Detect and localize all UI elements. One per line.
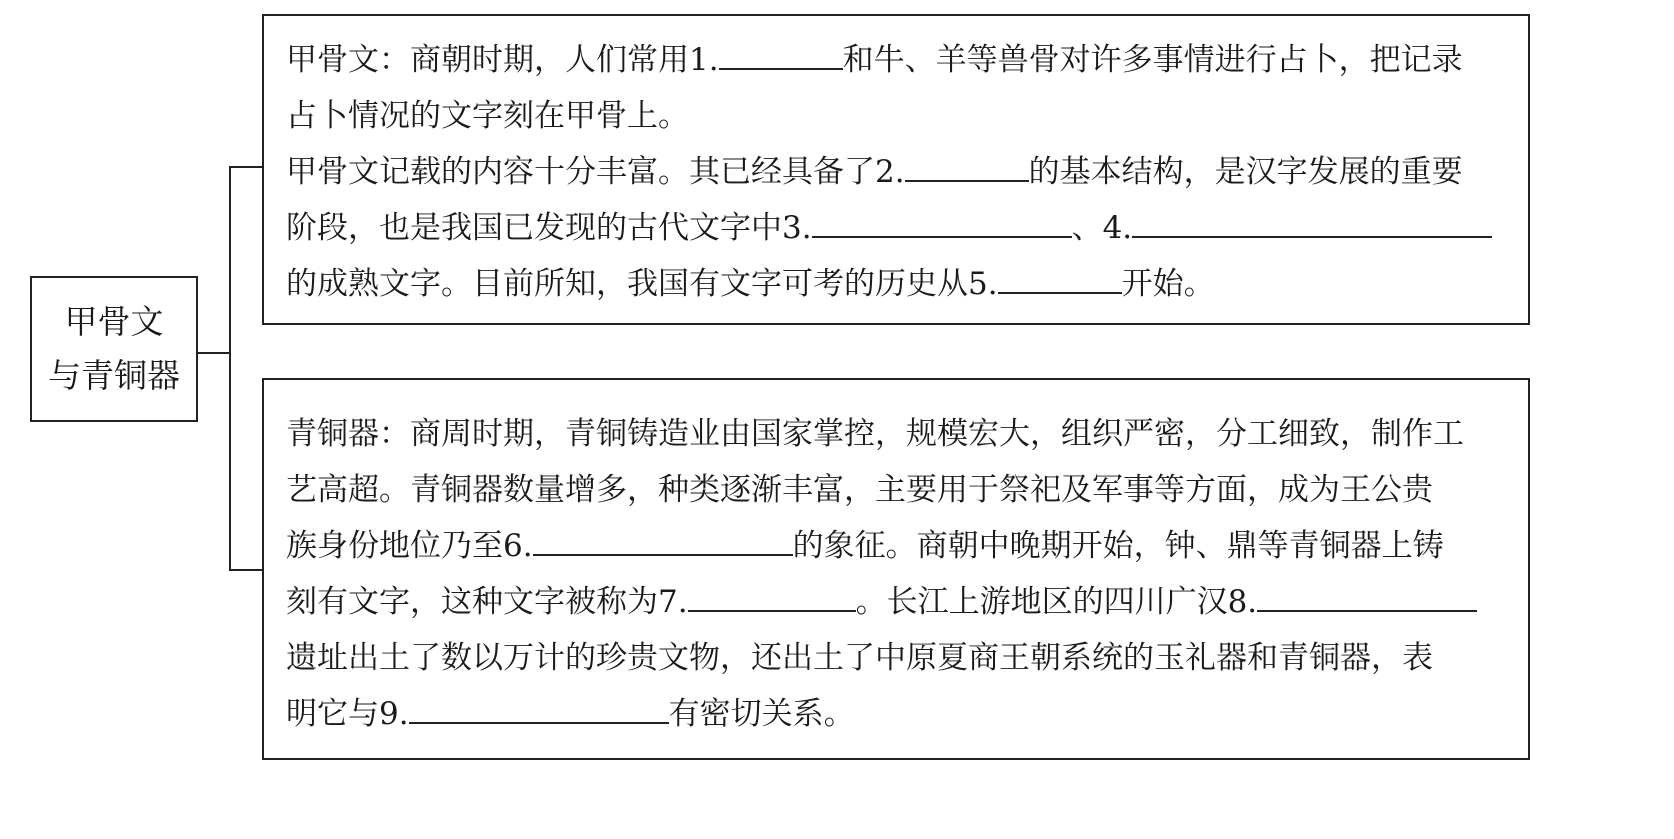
oracle-line-2: 占卜情况的文字刻在甲骨上。 xyxy=(286,98,689,134)
bronze-line-6-text-a: 明它与9. xyxy=(286,696,409,732)
bronze-line-2: 艺高超。青铜器数量增多，种类逐渐丰富，主要用于祭祀及军事等方面，成为王公贵 xyxy=(286,472,1433,508)
oracle-line-1 xyxy=(286,32,1512,88)
blank-8[interactable] xyxy=(1257,576,1477,612)
blank-1[interactable] xyxy=(719,34,843,70)
blank-4[interactable] xyxy=(1132,202,1492,238)
bronze-line-4-text-a: 刻有文字，这种文字被称为7. xyxy=(286,584,688,620)
oracle-line-3-text-a: 甲骨文记载的内容十分丰富。其已经具备了2. xyxy=(286,154,905,190)
bronze-line-6 xyxy=(286,686,1512,742)
connector-vertical-bracket xyxy=(229,166,231,571)
oracle-line-4 xyxy=(286,200,1512,256)
oracle-line-5-text-a: 的成熟文字。目前所知，我国有文字可考的历史从5. xyxy=(286,266,998,302)
blank-3[interactable] xyxy=(812,202,1072,238)
blank-6[interactable] xyxy=(533,520,793,556)
blank-9[interactable] xyxy=(409,688,669,724)
blank-2[interactable] xyxy=(905,146,1029,182)
oracle-line-3 xyxy=(286,144,1512,200)
blank-7[interactable] xyxy=(688,576,856,612)
oracle-line-3-text-b: 的基本结构，是汉字发展的重要 xyxy=(1028,154,1463,190)
bronze-line-3-text-b: 的象征。商朝中晚期开始，钟、鼎等青铜器上铸 xyxy=(792,528,1444,564)
bronze-line-4-text-b: 。长江上游地区的四川广汉8. xyxy=(855,584,1258,620)
oracle-line-1-text-b: 和牛、羊等兽骨对许多事情进行占卜，把记录 xyxy=(842,42,1463,78)
oracle-line-4-text-a: 阶段，也是我国已发现的古代文字中3. xyxy=(286,210,812,246)
root-topic-line-1: 甲骨文 xyxy=(64,302,164,341)
oracle-line-4-text-b: 、4. xyxy=(1071,210,1133,246)
bronze-line-4 xyxy=(286,574,1512,630)
oracle-line-5 xyxy=(286,256,1512,312)
oracle-bone-panel xyxy=(262,14,1530,325)
connector-to-bronze-panel xyxy=(229,569,263,571)
bronze-line-6-text-b: 有密切关系。 xyxy=(668,696,855,732)
bronze-line-3 xyxy=(286,518,1512,574)
bronze-line-1: 青铜器：商周时期，青铜铸造业由国家掌控，规模宏大，组织严密，分工细致，制作工 xyxy=(286,416,1464,452)
oracle-line-1-text-a: 甲骨文：商朝时期，人们常用1. xyxy=(286,42,719,78)
bronze-line-3-text-a: 族身份地位乃至6. xyxy=(286,528,533,564)
connector-to-oracle-panel xyxy=(229,166,263,168)
bronze-panel xyxy=(262,378,1530,760)
bronze-line-5: 遗址出土了数以万计的珍贵文物，还出土了中原夏商王朝系统的玉礼器和青铜器，表 xyxy=(286,640,1433,676)
connector-root-stem xyxy=(198,352,230,354)
root-topic-line-2: 与青铜器 xyxy=(48,356,180,395)
oracle-line-5-text-b: 开始。 xyxy=(1121,266,1215,302)
blank-5[interactable] xyxy=(998,258,1122,294)
root-topic-box xyxy=(30,276,198,422)
